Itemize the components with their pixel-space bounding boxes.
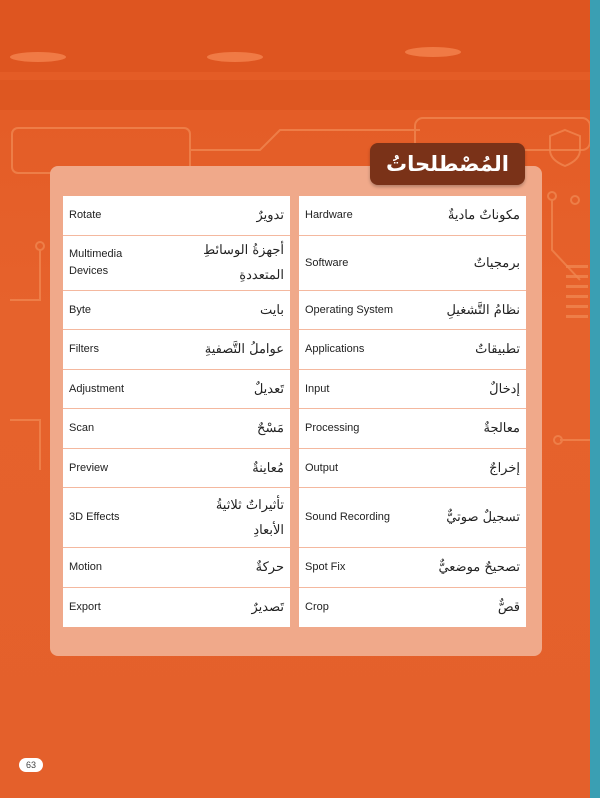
term-english: Operating System [305, 303, 394, 316]
glossary-row [63, 588, 290, 627]
glossary-row [299, 488, 526, 548]
glossary-row [299, 548, 526, 588]
term-english: Crop [305, 601, 329, 613]
term-arabic: مُعاينةٌ [252, 460, 284, 476]
term-english: Input [305, 382, 330, 395]
term-english: Multimedia Devices [69, 248, 123, 277]
glossary-row [299, 236, 526, 291]
glossary-row [63, 196, 290, 236]
term-arabic: مَسْحٌ [257, 421, 284, 436]
term-arabic: إخراجٌ [489, 460, 520, 476]
term-english: Scan [69, 422, 95, 434]
glossary-row [63, 291, 290, 330]
term-english: Sound Recording [305, 511, 391, 523]
term-arabic: برمجياتٌ [473, 255, 520, 271]
glossary-left-column [63, 196, 290, 627]
glossary-row [299, 449, 526, 488]
term-arabic: تَصديرٌ [251, 600, 284, 615]
glossary-row [299, 196, 526, 236]
page-number: 63 [19, 758, 43, 772]
glossary-row [63, 330, 290, 370]
term-arabic: تصحيحٌ موضعيٌّ [438, 560, 520, 575]
glossary-row [63, 370, 290, 409]
term-arabic: تأثيراتٌ ثلاثيةُ الأبعادِ [215, 497, 284, 538]
term-english: Output [305, 461, 339, 474]
glossary-row [63, 488, 290, 548]
term-arabic: تطبيقاتٌ [475, 342, 520, 357]
glossary-row [299, 330, 526, 370]
term-arabic: تسجيلٌ صوتيٌّ [446, 510, 520, 525]
term-arabic: قصٌّ [497, 600, 520, 615]
term-english: Preview [69, 461, 109, 474]
term-arabic: إدخالٌ [489, 381, 520, 397]
term-arabic: عواملُ التَّصفيةِ [204, 342, 284, 357]
glossary-row [299, 370, 526, 409]
glossary-row [299, 409, 526, 449]
glossary-row [63, 449, 290, 488]
term-arabic: أجهزةُ الوسائطِ المتعددةِ [203, 243, 284, 283]
term-arabic: بايت [260, 302, 284, 318]
glossary-row [299, 588, 526, 627]
glossary-title: المُصْطلحاتُ [370, 143, 525, 185]
term-english: Software [305, 256, 349, 269]
term-english: Hardware [305, 209, 353, 221]
glossary-row [299, 291, 526, 330]
term-arabic: تدويرٌ [256, 208, 284, 223]
glossary-row [63, 236, 290, 291]
glossary-row [63, 548, 290, 588]
term-arabic: مكوناتٌ ماديةٌ [447, 208, 520, 223]
glossary-row [63, 409, 290, 449]
term-english: Processing [305, 422, 360, 434]
term-arabic: حركةٌ [255, 560, 284, 575]
term-english: Adjustment [69, 382, 125, 395]
term-english: Applications [305, 343, 365, 355]
term-arabic: معالجةٌ [483, 421, 520, 436]
term-english: Spot Fix [305, 561, 346, 573]
term-arabic: نظامُ التَّشغيلِ [446, 302, 520, 318]
term-arabic: تَعديلٌ [253, 381, 284, 397]
term-english: Byte [69, 303, 92, 316]
term-english: Rotate [69, 209, 102, 221]
term-english: Export [69, 601, 101, 613]
term-english: 3D Effects [69, 511, 120, 523]
glossary-right-column [299, 196, 526, 627]
term-english: Filters [69, 343, 99, 355]
term-english: Motion [69, 561, 103, 573]
